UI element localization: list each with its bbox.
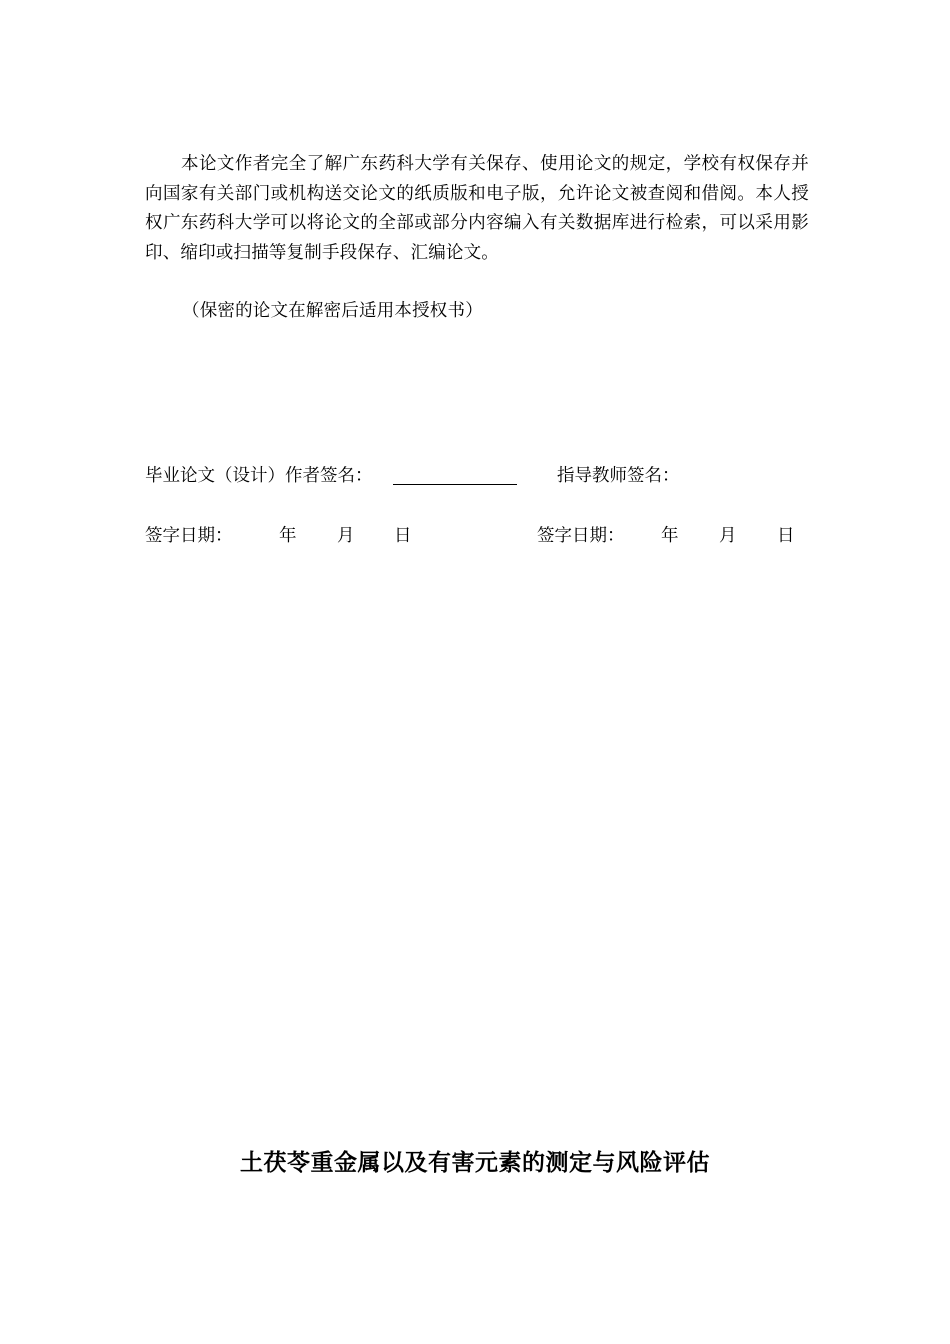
advisor-date-label: 签字日期： — [537, 526, 625, 546]
author-date-label: 签字日期： — [145, 526, 233, 546]
author-date-day: 日 — [394, 526, 412, 546]
advisor-signature-label: 指导教师签名： — [557, 466, 680, 486]
author-date-year: 年 — [279, 526, 297, 546]
advisor-date-day: 日 — [777, 526, 795, 546]
confidentiality-note: （保密的论文在解密后适用本授权书） — [182, 301, 483, 321]
author-signature-line — [393, 484, 517, 485]
advisor-date-row — [537, 524, 817, 548]
author-date-month: 月 — [337, 526, 355, 546]
advisor-date-year: 年 — [661, 526, 679, 546]
thesis-title: 土茯苓重金属以及有害元素的测定与风险评估 — [240, 1150, 710, 1176]
author-date-row — [145, 524, 445, 548]
authorization-paragraph: 本论文作者完全了解广东药科大学有关保存、使用论文的规定，学校有权保存并向国家有关部门或机构送交论文的纸质版和电子版，允许论文被查阅和借阅。本人授权广东药科大学可以将论文的全部或部分内容编入有关数据库进行检索，可以采用影印、缩印或扫描等复制手段保存、汇编论文。 — [145, 154, 809, 263]
advisor-date-month: 月 — [719, 526, 737, 546]
author-signature-label: 毕业论文（设计）作者签名： — [145, 466, 373, 486]
